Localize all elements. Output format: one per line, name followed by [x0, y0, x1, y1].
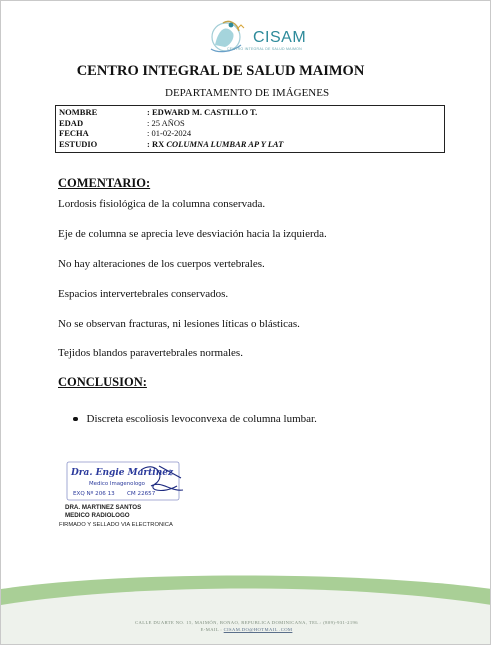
page-title: [1, 63, 491, 80]
info-key: NOMBRE: [59, 107, 98, 117]
info-key: EDAD: [59, 117, 84, 128]
bullet-icon: [73, 417, 78, 422]
info-key: ESTUDIO: [59, 138, 98, 149]
patient-info-box: [55, 105, 445, 153]
conclusion-text: Discreta escoliosis levoconvexa de columna lumbar.: [86, 413, 317, 425]
signature-note: FIRMADO Y SELLADO VIA ELECTRONICA: [59, 522, 173, 528]
info-value: [147, 107, 441, 118]
logo-tagline: CENTRO INTEGRAL DE SALUD MAIMON: [227, 47, 302, 51]
doctor-stamp: [63, 456, 191, 504]
patient-name: : EDWARD M. CASTILLO T.: [147, 107, 258, 117]
info-key: FECHA: [59, 128, 89, 138]
stamp-name: Dra. Engie Martinez: [71, 468, 174, 478]
info-value: [147, 139, 441, 150]
info-value: : 01-02-2024: [147, 128, 192, 138]
comment-line: Espacios intervertebrales conservados.: [58, 288, 229, 300]
stamp-role: Medico Imagenologo: [89, 481, 145, 487]
comment-line: No hay alteraciones de los cuerpos vertebrales.: [58, 258, 265, 270]
conclusion-heading: CONCLUSION:: [58, 375, 147, 389]
info-row-edad: [59, 118, 441, 129]
department-label: DEPARTAMENTO DE IMÁGENES: [165, 87, 330, 99]
info-value: : 25 AÑOS: [147, 117, 185, 128]
info-row-estudio: [59, 139, 441, 150]
page-title-text: CENTRO INTEGRAL DE SALUD MAIMON: [76, 63, 365, 79]
conclusion-item: [73, 413, 317, 425]
signer-name: DRA. MARTINEZ SANTOS: [65, 504, 142, 511]
info-row-nombre: [59, 107, 441, 118]
footer-email-link[interactable]: CISAM.DO@HOTMAIL .COM: [223, 627, 293, 632]
comment-heading: COMENTARIO:: [58, 176, 151, 190]
study-name: COLUMNA LUMBAR AP Y LAT: [166, 138, 284, 149]
comment-line: Tejidos blandos paravertebrales normales.: [58, 347, 243, 359]
stamp-cm: CM 22657: [127, 491, 156, 497]
stamp-exq: EXQ Nº 206 13: [73, 491, 115, 497]
footer-address: CALLE DUARTE NO. 15, MAIMÓN, BONAO, REPUBLICA DOMINICANA, TEL.: (809)-931-2196: [135, 620, 358, 625]
comment-line: No se observan fracturas, ni lesiones líticas o blásticas.: [58, 318, 300, 330]
footer-wave: [1, 571, 491, 645]
signer-title: MEDICO RADIOLOGO: [65, 512, 130, 519]
info-row-fecha: [59, 128, 441, 139]
footer-email-label: E-MAIL :: [200, 627, 224, 632]
comment-line: Eje de columna se aprecia leve desviación hacia la izquierda.: [58, 228, 327, 240]
study-prefix: : RX: [147, 138, 167, 149]
logo-name: CISAM: [253, 29, 307, 46]
footer-email-line: [1, 627, 491, 632]
comment-line: Lordosis fisiológica de la columna conservada.: [58, 198, 266, 210]
